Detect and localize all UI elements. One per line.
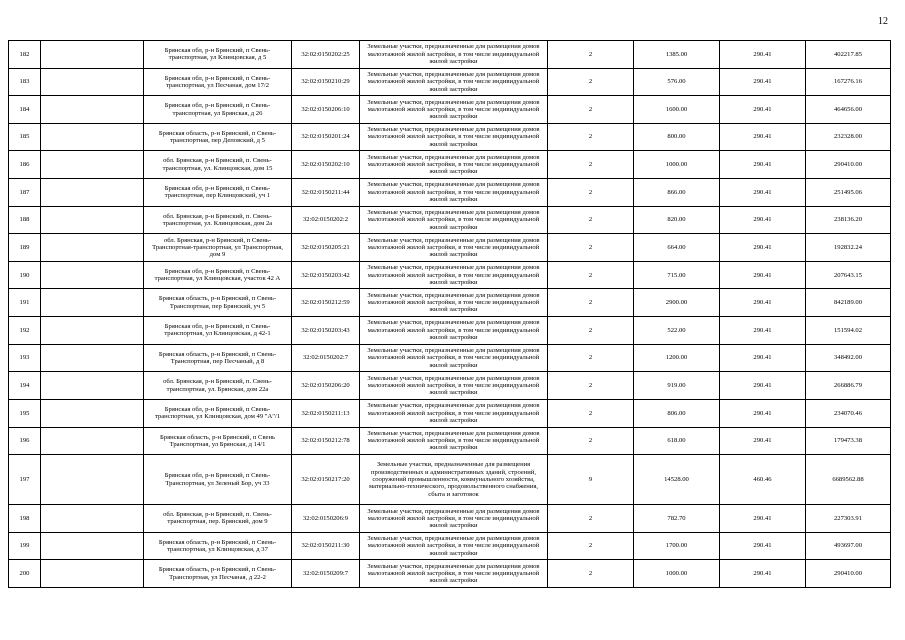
address-cell: Брянская обл, р-н Брянский, п Свень-транспортная, ул Клинцовская, участок 42 А	[144, 261, 292, 289]
use-type-code-cell: 2	[548, 123, 634, 151]
specific-value-cell: 290.41	[720, 68, 806, 96]
address-cell: Брянская область, р-н Брянский, п Свень-транспортная, ул Клинцовская, д 37	[144, 532, 292, 560]
cadastral-value-cell: 234070.46	[806, 399, 891, 427]
cadastral-number-cell: 32:02:0150211:13	[292, 399, 360, 427]
cadastral-number-cell: 32:02:0150210:29	[292, 68, 360, 96]
table-row	[9, 41, 891, 69]
specific-value-cell: 290.41	[720, 151, 806, 179]
cadastral-number-cell: 32:02:0150206:9	[292, 505, 360, 533]
cadastral-number-cell: 32:02:0150202:25	[292, 41, 360, 69]
use-type-code-cell: 2	[548, 317, 634, 345]
table-row	[9, 560, 891, 588]
cadastral-value-cell: 192832.24	[806, 234, 891, 262]
row-number: 192	[9, 317, 41, 345]
spacer-cell	[41, 123, 144, 151]
table-row	[9, 96, 891, 124]
land-use-cell: Земельные участки, предназначенные для размещения домов малоэтажной жилой застройки, в том числе индивидуальной жилой застройки	[360, 532, 548, 560]
spacer-cell	[41, 41, 144, 69]
table-row	[9, 372, 891, 400]
address-cell: Брянская обл, р-н Брянский, п Свень-транспортная, ул Клинцовская, дом 49 "А"/1	[144, 399, 292, 427]
land-use-cell: Земельные участки, предназначенные для размещения домов малоэтажной жилой застройки, в том числе индивидуальной жилой застройки	[360, 234, 548, 262]
area-cell: 664.00	[634, 234, 720, 262]
spacer-cell	[41, 151, 144, 179]
cadastral-value-cell: 227303.91	[806, 505, 891, 533]
table-body	[9, 41, 891, 588]
table-row	[9, 455, 891, 505]
spacer-cell	[41, 179, 144, 207]
address-cell: Брянская обл, р-н Брянский, п Свень-транспортная, ул Песчаная, дом 17/2	[144, 68, 292, 96]
address-cell: Брянская обл, р-н Брянский, п Свень-транспортная, ул Брянская, д 26	[144, 96, 292, 124]
cadastral-value-cell: 179473.38	[806, 427, 891, 455]
row-number: 199	[9, 532, 41, 560]
row-number: 195	[9, 399, 41, 427]
land-use-cell: Земельные участки, предназначенные для размещения домов малоэтажной жилой застройки, в том числе индивидуальной жилой застройки	[360, 372, 548, 400]
cadastral-number-cell: 32:02:0150201:24	[292, 123, 360, 151]
area-cell: 14528.00	[634, 455, 720, 505]
cadastral-value-cell: 290410.00	[806, 560, 891, 588]
land-use-cell: Земельные участки, предназначенные для размещения домов малоэтажной жилой застройки, в том числе индивидуальной жилой застройки	[360, 505, 548, 533]
specific-value-cell: 290.41	[720, 206, 806, 234]
land-use-cell: Земельные участки, предназначенные для размещения домов малоэтажной жилой застройки, в том числе индивидуальной жилой застройки	[360, 289, 548, 317]
area-cell: 782.70	[634, 505, 720, 533]
specific-value-cell: 290.41	[720, 96, 806, 124]
area-cell: 820.00	[634, 206, 720, 234]
row-number: 190	[9, 261, 41, 289]
cadastral-value-cell: 290410.00	[806, 151, 891, 179]
spacer-cell	[41, 455, 144, 505]
use-type-code-cell: 2	[548, 261, 634, 289]
address-cell: Брянская обл, р-н Брянский, п Свень-транспортная, ул Клинцовская, д 5	[144, 41, 292, 69]
spacer-cell	[41, 206, 144, 234]
land-use-cell: Земельные участки, предназначенные для размещения домов малоэтажной жилой застройки, в том числе индивидуальной жилой застройки	[360, 560, 548, 588]
table-row	[9, 289, 891, 317]
cadastral-number-cell: 32:02:0150203:42	[292, 261, 360, 289]
address-cell: Брянская область, р-н Брянский, п Свень-транспортная, пер Деповский, д 5	[144, 123, 292, 151]
area-cell: 806.00	[634, 399, 720, 427]
land-use-cell: Земельные участки, предназначенные для размещения домов малоэтажной жилой застройки, в том числе индивидуальной жилой застройки	[360, 68, 548, 96]
address-cell: Брянская обл, р-н Брянский, п Свень-транспортная, ул Клинцовская, д 42-1	[144, 317, 292, 345]
cadastral-number-cell: 32:02:0150202:10	[292, 151, 360, 179]
area-cell: 2900.00	[634, 289, 720, 317]
cadastral-value-cell: 238136.20	[806, 206, 891, 234]
address-cell: Брянская область, р-н Брянский, п Свень Транспортная, ул Брянская, д 14/1	[144, 427, 292, 455]
table-row	[9, 427, 891, 455]
row-number: 193	[9, 344, 41, 372]
area-cell: 800.00	[634, 123, 720, 151]
row-number: 191	[9, 289, 41, 317]
address-cell: обл. Брянская, р-н Брянский, п. Свень-транспортная, пер. Брянский, дом 9	[144, 505, 292, 533]
cadastral-value-cell: 232328.00	[806, 123, 891, 151]
row-number: 194	[9, 372, 41, 400]
use-type-code-cell: 2	[548, 344, 634, 372]
specific-value-cell: 290.41	[720, 427, 806, 455]
table-row	[9, 123, 891, 151]
row-number: 186	[9, 151, 41, 179]
specific-value-cell: 290.41	[720, 234, 806, 262]
row-number: 183	[9, 68, 41, 96]
land-use-cell: Земельные участки, предназначенные для размещения производственных и административных зданий, строений, сооружений промышленности, коммунального хозяйства, материально-технического, продовольственного снабжения, сбыта и заготовок	[360, 455, 548, 505]
cadastral-number-cell: 32:02:0150217:20	[292, 455, 360, 505]
land-use-cell: Земельные участки, предназначенные для размещения домов малоэтажной жилой застройки, в том числе индивидуальной жилой застройки	[360, 123, 548, 151]
specific-value-cell: 290.41	[720, 317, 806, 345]
land-use-cell: Земельные участки, предназначенные для размещения домов малоэтажной жилой застройки, в том числе индивидуальной жилой застройки	[360, 41, 548, 69]
use-type-code-cell: 2	[548, 96, 634, 124]
area-cell: 618.00	[634, 427, 720, 455]
cadastral-value-cell: 167276.16	[806, 68, 891, 96]
cadastral-value-cell: 207643.15	[806, 261, 891, 289]
row-number: 182	[9, 41, 41, 69]
specific-value-cell: 290.41	[720, 532, 806, 560]
address-cell: обл. Брянская, р-н Брянский, п Свень-Транспортная-транспортная, ул Транспортная, дом 9	[144, 234, 292, 262]
address-cell: Брянская обл, р-н Брянский, п Свень-Транспортная, ул Зеленый Бор, уч 33	[144, 455, 292, 505]
use-type-code-cell: 9	[548, 455, 634, 505]
area-cell: 919.00	[634, 372, 720, 400]
use-type-code-cell: 2	[548, 41, 634, 69]
cadastral-value-cell: 266886.79	[806, 372, 891, 400]
spacer-cell	[41, 96, 144, 124]
spacer-cell	[41, 399, 144, 427]
row-number: 198	[9, 505, 41, 533]
cadastral-number-cell: 32:02:0150206:10	[292, 96, 360, 124]
area-cell: 1000.00	[634, 560, 720, 588]
table-row	[9, 68, 891, 96]
area-cell: 1600.00	[634, 96, 720, 124]
spacer-cell	[41, 234, 144, 262]
specific-value-cell: 290.41	[720, 123, 806, 151]
land-use-cell: Земельные участки, предназначенные для размещения домов малоэтажной жилой застройки, в том числе индивидуальной жилой застройки	[360, 151, 548, 179]
cadastral-value-cell: 151594.02	[806, 317, 891, 345]
use-type-code-cell: 2	[548, 151, 634, 179]
address-cell: Брянская обл, р-н Брянский, п Свень-транспортная, пер Клинцовский, уч 1	[144, 179, 292, 207]
table-row	[9, 344, 891, 372]
table-row	[9, 151, 891, 179]
table-row	[9, 505, 891, 533]
row-number: 185	[9, 123, 41, 151]
land-use-cell: Земельные участки, предназначенные для размещения домов малоэтажной жилой застройки, в том числе индивидуальной жилой застройки	[360, 96, 548, 124]
table-row	[9, 206, 891, 234]
specific-value-cell: 290.41	[720, 560, 806, 588]
address-cell: обл. Брянская, р-н Брянский, п. Свень-транспортная, ул. Брянская, дом 22а	[144, 372, 292, 400]
land-use-cell: Земельные участки, предназначенные для размещения домов малоэтажной жилой застройки, в том числе индивидуальной жилой застройки	[360, 206, 548, 234]
table-row	[9, 234, 891, 262]
specific-value-cell: 290.41	[720, 505, 806, 533]
cadastral-number-cell: 32:02:0150212:78	[292, 427, 360, 455]
area-cell: 1200.00	[634, 344, 720, 372]
cadastral-value-cell: 842189.00	[806, 289, 891, 317]
land-use-cell: Земельные участки, предназначенные для размещения домов малоэтажной жилой застройки, в том числе индивидуальной жилой застройки	[360, 179, 548, 207]
cadastral-value-cell: 464656.00	[806, 96, 891, 124]
use-type-code-cell: 2	[548, 372, 634, 400]
row-number: 184	[9, 96, 41, 124]
area-cell: 715.00	[634, 261, 720, 289]
land-use-cell: Земельные участки, предназначенные для размещения домов малоэтажной жилой застройки, в том числе индивидуальной жилой застройки	[360, 344, 548, 372]
area-cell: 1000.00	[634, 151, 720, 179]
spacer-cell	[41, 261, 144, 289]
use-type-code-cell: 2	[548, 289, 634, 317]
specific-value-cell: 290.41	[720, 344, 806, 372]
row-number: 197	[9, 455, 41, 505]
specific-value-cell: 290.41	[720, 179, 806, 207]
specific-value-cell: 290.41	[720, 289, 806, 317]
cadastral-number-cell: 32:02:0150209:7	[292, 560, 360, 588]
spacer-cell	[41, 427, 144, 455]
area-cell: 1385.00	[634, 41, 720, 69]
table-row	[9, 532, 891, 560]
cadastral-number-cell: 32:02:0150202:2	[292, 206, 360, 234]
specific-value-cell: 460.46	[720, 455, 806, 505]
address-cell: Брянская область, р-н Брянский, п Свень-Транспортная, пер Брянский, уч 5	[144, 289, 292, 317]
land-use-cell: Земельные участки, предназначенные для размещения домов малоэтажной жилой застройки, в том числе индивидуальной жилой застройки	[360, 317, 548, 345]
specific-value-cell: 290.41	[720, 41, 806, 69]
address-cell: обл. Брянская, р-н Брянский, п. Свень-транспортная, ул. Клинцовская, дом 2а	[144, 206, 292, 234]
area-cell: 522.00	[634, 317, 720, 345]
use-type-code-cell: 2	[548, 234, 634, 262]
use-type-code-cell: 2	[548, 505, 634, 533]
cadastral-value-cell: 493697.00	[806, 532, 891, 560]
cadastral-number-cell: 32:02:0150206:20	[292, 372, 360, 400]
row-number: 187	[9, 179, 41, 207]
cadastral-number-cell: 32:02:0150211:30	[292, 532, 360, 560]
area-cell: 866.00	[634, 179, 720, 207]
use-type-code-cell: 2	[548, 399, 634, 427]
spacer-cell	[41, 532, 144, 560]
use-type-code-cell: 2	[548, 532, 634, 560]
land-use-cell: Земельные участки, предназначенные для размещения домов малоэтажной жилой застройки, в том числе индивидуальной жилой застройки	[360, 261, 548, 289]
cadastral-number-cell: 32:02:0150202:7	[292, 344, 360, 372]
address-cell: Брянская область, р-н Брянский, п Свень-Транспортная, ул Песчаная, д 22-2	[144, 560, 292, 588]
spacer-cell	[41, 289, 144, 317]
spacer-cell	[41, 344, 144, 372]
spacer-cell	[41, 372, 144, 400]
row-number: 196	[9, 427, 41, 455]
address-cell: обл. Брянская, р-н Брянский, п. Свень-транспортная, ул. Клинцовская, дом 15	[144, 151, 292, 179]
cadastral-value-cell: 348492.00	[806, 344, 891, 372]
table-row	[9, 399, 891, 427]
cadastral-number-cell: 32:02:0150205:21	[292, 234, 360, 262]
row-number: 188	[9, 206, 41, 234]
cadastral-value-cell: 402217.85	[806, 41, 891, 69]
use-type-code-cell: 2	[548, 560, 634, 588]
spacer-cell	[41, 317, 144, 345]
cadastral-number-cell: 32:02:0150211:44	[292, 179, 360, 207]
row-number: 200	[9, 560, 41, 588]
area-cell: 576.00	[634, 68, 720, 96]
row-number: 189	[9, 234, 41, 262]
specific-value-cell: 290.41	[720, 399, 806, 427]
land-use-cell: Земельные участки, предназначенные для размещения домов малоэтажной жилой застройки, в том числе индивидуальной жилой застройки	[360, 399, 548, 427]
table-row	[9, 179, 891, 207]
cadastral-value-cell: 6689562.88	[806, 455, 891, 505]
land-plots-table	[8, 40, 891, 588]
table-row	[9, 261, 891, 289]
use-type-code-cell: 2	[548, 427, 634, 455]
use-type-code-cell: 2	[548, 206, 634, 234]
spacer-cell	[41, 560, 144, 588]
table-row	[9, 317, 891, 345]
page-number: 12	[878, 16, 888, 27]
area-cell: 1700.00	[634, 532, 720, 560]
specific-value-cell: 290.41	[720, 372, 806, 400]
specific-value-cell: 290.41	[720, 261, 806, 289]
use-type-code-cell: 2	[548, 179, 634, 207]
address-cell: Брянская область, р-н Брянский, п Свень-Транспортная, пер Песчаный, д 8	[144, 344, 292, 372]
use-type-code-cell: 2	[548, 68, 634, 96]
cadastral-value-cell: 251495.06	[806, 179, 891, 207]
spacer-cell	[41, 68, 144, 96]
cadastral-number-cell: 32:02:0150212:59	[292, 289, 360, 317]
spacer-cell	[41, 505, 144, 533]
cadastral-number-cell: 32:02:0150203:43	[292, 317, 360, 345]
land-use-cell: Земельные участки, предназначенные для размещения домов малоэтажной жилой застройки, в том числе индивидуальной жилой застройки	[360, 427, 548, 455]
